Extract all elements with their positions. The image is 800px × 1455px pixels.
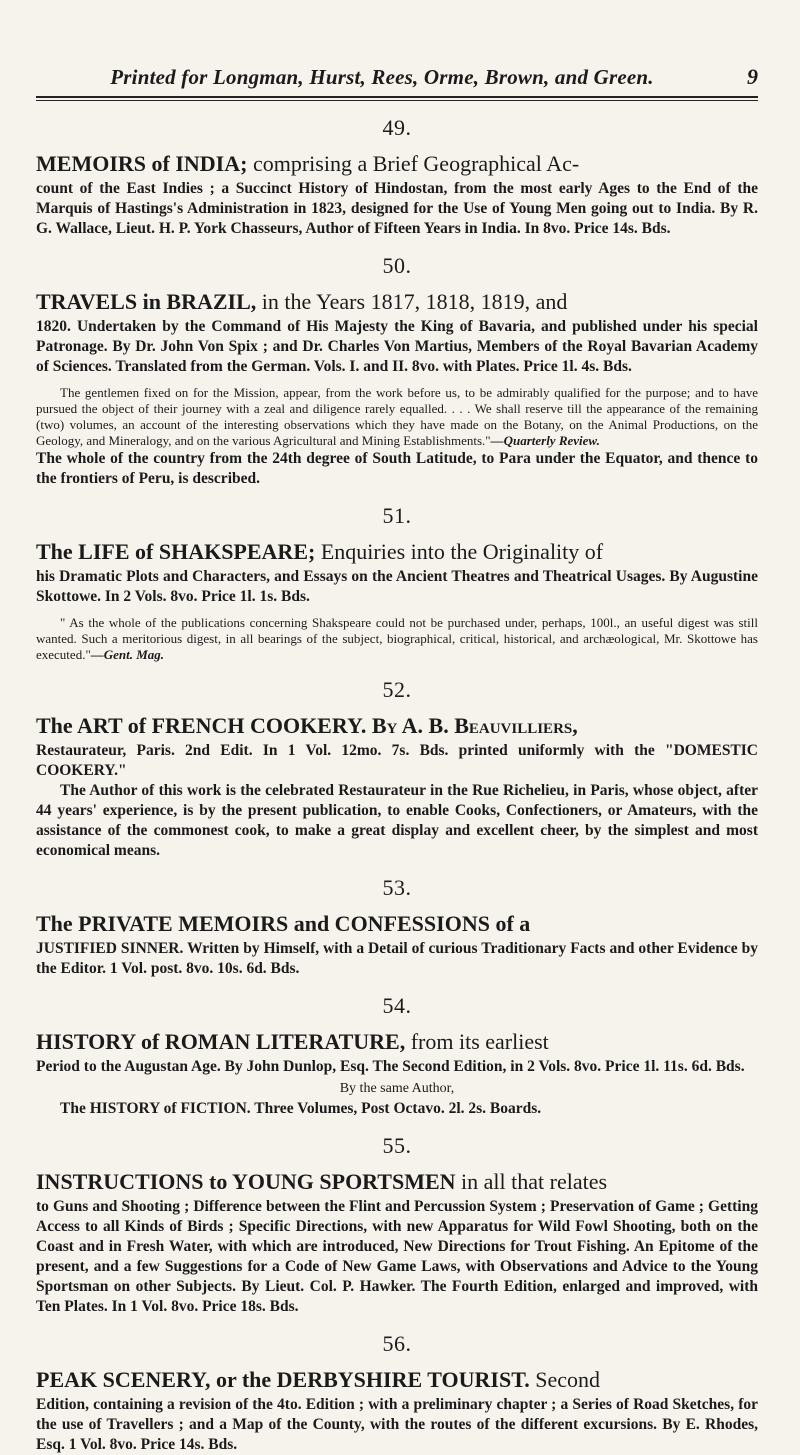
entry-text: JUSTIFIED SINNER. Written by Himself, with a Detail of curious Traditionary Facts and other Evidence by the Editor. 1 Vol. post. 8vo. 10s. 6d. Bds. xyxy=(36,940,758,977)
entry-heading: The PRIVATE MEMOIRS and CONFESSIONS of a xyxy=(36,911,531,936)
entry-number: 49. xyxy=(382,115,412,140)
entry-heading-line xyxy=(36,711,758,741)
entry-52 xyxy=(36,677,758,861)
quote-source: —Gent. Mag. xyxy=(90,647,165,662)
entry-heading-rest: Enquiries into the Originality of xyxy=(315,539,604,564)
entry-54 xyxy=(36,993,758,1119)
entry-49 xyxy=(36,115,758,239)
entry-text-2: The Author of this work is the celebrated Restaurateur in the Rue Richelieu, in Paris, whose object, after 44 years' experience, is by the present publication, to enable Cooks, Confectioners, or Amateurs, with the assistance of the commonest cook, to make a great display and excellent cheer, by the simplest and most economical means. xyxy=(36,782,758,859)
entry-heading-line xyxy=(36,1027,758,1057)
entry-heading-line xyxy=(36,537,758,567)
entry-heading-line xyxy=(36,149,758,179)
entry-number: 53. xyxy=(382,875,412,900)
quote-text: The gentlemen fixed on for the Mission, appear, from the work before us, to be admirably qualified for the purpose; and to have pursued the object of their journey with a zeal and diligence rarely equalled. . . . We shall reserve till the appearance of the remaining (two) volumes, an account of the interesting observations which they have made on the Botany, on the Animal Productions, on the Geology, and Mineralogy, and on the various Agricultural and Mining Establishments." xyxy=(36,385,758,448)
entry-heading-line xyxy=(36,287,758,317)
page-number: 9 xyxy=(747,64,758,89)
entry-number: 52. xyxy=(382,677,412,702)
entry-text: 1820. Undertaken by the Command of His Majesty the King of Bavaria, and published under his special Patronage. By Dr. John Von Spix ; and Dr. Charles Von Martius, Members of the Royal Bavarian Academy of Sciences. Translated from the German. Vols. I. and II. 8vo. with Plates. Price 1l. 4s. Bds. xyxy=(36,318,758,375)
entry-heading-rest: from its earliest xyxy=(405,1029,549,1054)
quote-source: —Quarterly Review. xyxy=(490,433,600,448)
entry-heading-rest: By A. B. Beauvilliers, xyxy=(366,713,578,738)
entry-heading-line xyxy=(36,1167,758,1197)
publisher-line: Printed for Longman, Hurst, Rees, Orme, Brown, and Green. xyxy=(110,65,654,89)
entry-51 xyxy=(36,503,758,663)
entry-text: Edition, containing a revision of the 4to. Edition ; with a preliminary chapter ; a Series of Road Sketches, for the use of Travellers ; and a Map of the County, with the routes of the different excursions. By E. Rhodes, Esq. 1 Vol. 8vo. Price 14s. Bds. xyxy=(36,1396,758,1453)
same-author-note: By the same Author, xyxy=(339,1081,455,1096)
running-head xyxy=(36,0,758,90)
entry-text: Restaurateur, Paris. 2nd Edit. In 1 Vol. 12mo. 7s. Bds. printed uniformly with the "DOMESTIC COOKERY." xyxy=(36,742,758,779)
entry-heading-rest: Second xyxy=(529,1367,600,1392)
entry-heading: HISTORY of ROMAN LITERATURE, xyxy=(36,1029,406,1054)
entry-text: count of the East Indies ; a Succinct History of Hindostan, from the most early Ages to the End of the Marquis of Hastings's Administration in 1823, designed for the Use of Young Men going out to India. By R. G. Wallace, Lieut. H. P. York Chasseurs, Author of Fifteen Years in India. In 8vo. Price 14s. Bds. xyxy=(36,180,758,237)
entry-text-2: The whole of the country from the 24th degree of South Latitude, to Para under the Equator, and thence to the frontiers of Peru, is described. xyxy=(36,450,758,487)
entry-heading: MEMOIRS of INDIA; xyxy=(36,151,248,176)
entry-heading-line xyxy=(36,909,758,939)
entry-number: 56. xyxy=(382,1331,412,1356)
entry-heading: The ART of FRENCH COOKERY. xyxy=(36,713,367,738)
entry-heading: The LIFE of SHAKSPEARE; xyxy=(36,539,316,564)
entry-heading: TRAVELS in BRAZIL, xyxy=(36,289,257,314)
entry-number: 54. xyxy=(382,993,412,1018)
entry-heading-rest: comprising a Brief Geographical Ac- xyxy=(247,151,580,176)
entry-text: his Dramatic Plots and Characters, and Essays on the Ancient Theatres and Theatrical Usages. By Augustine Skottowe. In 2 Vols. 8vo. Price 1l. 1s. Bds. xyxy=(36,568,758,605)
entry-number: 55. xyxy=(382,1133,412,1158)
entry-50 xyxy=(36,253,758,489)
review-quote xyxy=(36,615,758,663)
quote-text: " As the whole of the publications concerning Shakspeare could not be purchased under, perhaps, 100l., an useful digest was still wanted. Such a meritorious digest, in all bearings of the subject, biographical, critical, historical, and archæological, Mr. Skottowe has executed." xyxy=(36,615,758,662)
entry-heading-rest: in all that relates xyxy=(455,1169,608,1194)
entry-text: Period to the Augustan Age. By John Dunlop, Esq. The Second Edition, in 2 Vols. 8vo. Price 1l. 11s. 6d. Bds. xyxy=(36,1058,745,1075)
entry-heading: PEAK SCENERY, or the DERBYSHIRE TOURIST. xyxy=(36,1367,530,1392)
entry-55 xyxy=(36,1133,758,1317)
entry-56 xyxy=(36,1331,758,1455)
entry-heading-line xyxy=(36,1365,758,1395)
entry-text: to Guns and Shooting ; Difference between the Flint and Percussion System ; Preservation of Game ; Getting Access to all Kinds of Birds ; Specific Directions, with new Apparatus for Wild Fowl Shooting, both on the Coast and in Fresh Water, with which are introduced, New Directions for Trout Fishing. An Epitome of the present, and a few Suggestions for a Code of New Game Laws, with Observations and Advice to the Young Sportsman on other Subjects. By Lieut. Col. P. Hawker. The Fourth Edition, enlarged and improved, with Ten Plates. In 1 Vol. 8vo. Price 18s. Bds. xyxy=(36,1198,758,1315)
review-quote xyxy=(36,385,758,449)
entry-heading-rest: in the Years 1817, 1818, 1819, and xyxy=(256,289,568,314)
entry-text-2: The HISTORY of FICTION. Three Volumes, Post Octavo. 2l. 2s. Boards. xyxy=(60,1100,542,1117)
entry-number: 51. xyxy=(382,503,412,528)
entry-53 xyxy=(36,875,758,979)
entry-number: 50. xyxy=(382,253,412,278)
header-rule xyxy=(36,96,758,101)
entry-heading: INSTRUCTIONS to YOUNG SPORTSMEN xyxy=(36,1169,456,1194)
